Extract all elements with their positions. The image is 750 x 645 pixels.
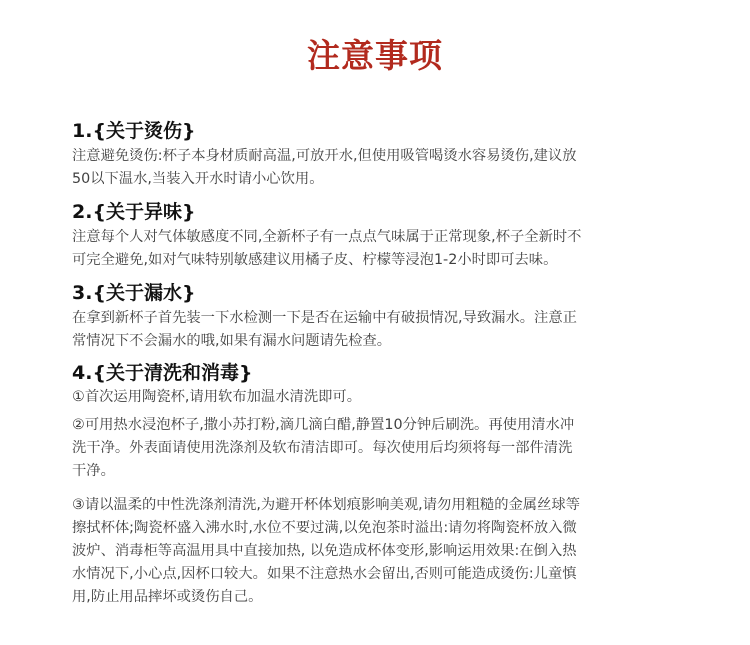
section-heading-cleaning: 4.{关于清洗和消毒} — [72, 362, 253, 384]
section-text-odor: 注意每个人对气体敏感度不同,全新杯子有一点点气味属于正常现象,杯子全新时不 可完全避免,如对气味特别敏感建议用橘子皮、柠檬等浸泡1-2小时即可去味。 — [72, 229, 582, 268]
cleaning-item-2: ②可用热水浸泡杯子,撒小苏打粉,滴几滴白醋,静置10分钟后刷洗。再使用清水冲 洗干净。外表面请使用洗涤剂及软布清洁即可。每次使用后均须将每一部件清洗 干净。 — [72, 417, 575, 479]
section-text-burn: 注意避免烫伤:杯子本身材质耐高温,可放开水,但使用吸管喝烫水容易烫伤,建议放 50以下温水,当装入开水时请小心饮用。 — [72, 148, 577, 187]
page-title: 注意事项 — [307, 36, 443, 75]
cleaning-item-1: ①首次运用陶瓷杯,请用软布加温水清洗即可。 — [72, 389, 362, 405]
section-heading-burn: 1.{关于烫伤} — [72, 120, 196, 142]
section-heading-leak: 3.{关于漏水} — [72, 282, 196, 304]
section-heading-odor: 2.{关于异味} — [72, 201, 196, 223]
cleaning-item-3: ③请以温柔的中性洗涤剂清洗,为避开杯体划痕影响美观,请勿用粗糙的金属丝球等 擦拭杯体;陶瓷杯盛入沸水时,水位不要过满,以免泡茶时溢出:请勿将陶瓷杯放入微 波炉、消毒柜等高温用具中直接加热, 以免造成杯体变形,影响运用效果:在倒入热 水情况下,小心点,因杯口较大。如果不注意热水会留出,否则可能造成烫伤:儿童慎 用,防止用品摔坏或烫伤自己。 — [72, 497, 580, 605]
section-text-leak: 在拿到新杯子首先装一下水检测一下是否在运输中有破损情况,导致漏水。注意正 常情况下不会漏水的哦,如果有漏水问题请先检查。 — [72, 310, 577, 349]
